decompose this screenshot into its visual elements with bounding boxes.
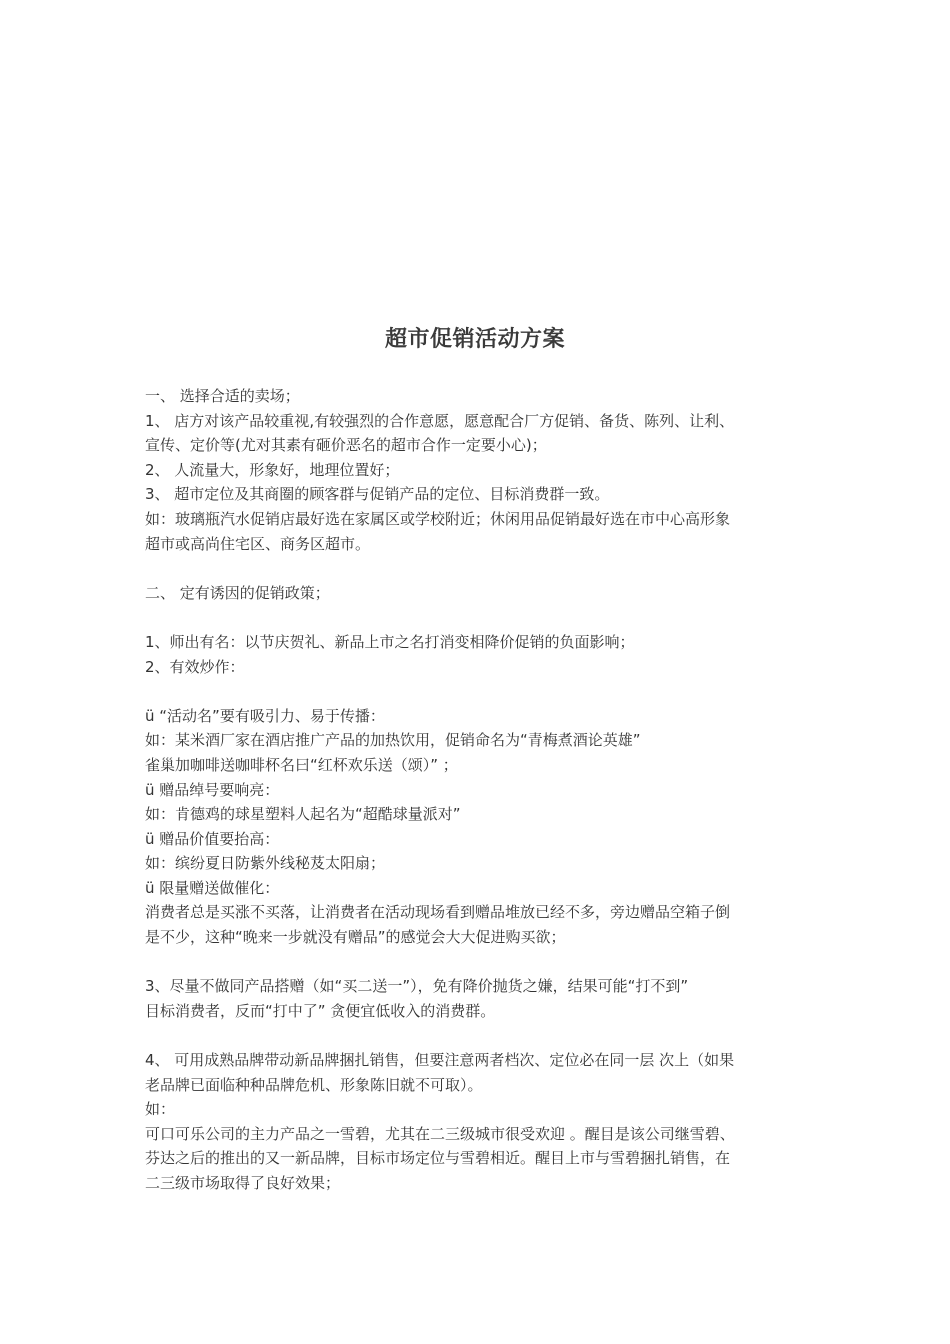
text-line: 芬达之后的推出的又一新品牌，目标市场定位与雪碧相近。醒目上市与雪碧捆扎销售，在 [145, 1149, 731, 1168]
text-line: 4、 可用成熟品牌带动新品牌捆扎销售，但要注意两者档次、定位必在同一层 次上（如果 [145, 1051, 735, 1070]
text-line: ü 赠品价值要抬高： [145, 829, 280, 848]
text-line: 目标消费者，反而“打中了” 贪便宜低收入的消费群。 [145, 1001, 496, 1020]
document-body [145, 384, 805, 1196]
text-line: ü “活动名”要有吸引力、易于传播： [145, 706, 385, 725]
text-line: 超市或高尚住宅区、商务区超市。 [145, 534, 371, 553]
text-line: 二、 定有诱因的促销政策； [145, 583, 330, 602]
blank-line [145, 950, 805, 975]
text-line: 如：肯德鸡的球星塑料人起名为“超酷球量派对” [145, 805, 461, 824]
blank-line [145, 1023, 805, 1048]
text-line: ü 限量赠送做催化： [145, 878, 280, 897]
text-line: 3、 超市定位及其商圈的顾客群与促销产品的定位、目标消费群一致。 [145, 485, 610, 504]
text-line: 2、 人流量大，形象好，地理位置好； [145, 460, 400, 479]
text-line: 雀巢加咖啡送咖啡杯名曰“红杯欢乐送（颂）” ； [145, 755, 458, 774]
text-line: 3、尽量不做同产品搭赠（如“买二送一”），免有降价抛货之嫌，结果可能“打不到” [145, 977, 689, 996]
text-line: 如：玻璃瓶汽水促销店最好选在家属区或学校附近；休闲用品促销最好选在市中心高形象 [145, 509, 731, 528]
text-line: 消费者总是买涨不买落，让消费者在活动现场看到赠品堆放已经不多，旁边赠品空箱子倒 [145, 903, 731, 922]
text-line: 可口可乐公司的主力产品之一雪碧，尤其在二三级城市很受欢迎 。醒目是该公司继雪碧、 [145, 1124, 735, 1143]
text-line: 如：某米酒厂家在酒店推广产品的加热饮用，促销命名为“青梅煮酒论英雄” [145, 731, 641, 750]
text-line: 如： [145, 1100, 176, 1119]
blank-line [145, 605, 805, 630]
text-line: 1、师出有名：以节庆贺礼、新品上市之名打消变相降价促销的负面影响； [145, 632, 635, 651]
text-line: 是不少，这种“晚来一步就没有赠品”的感觉会大大促进购买欲； [145, 928, 566, 947]
blank-line [145, 679, 805, 704]
text-line: 一、 选择合适的卖场； [145, 387, 300, 405]
text-line: ü 赠品绰号要响亮： [145, 780, 280, 799]
blank-line [145, 556, 805, 581]
text-line: 如：缤纷夏日防紫外线秘芨太阳扇； [145, 854, 386, 873]
text-line: 2、有效炒作： [145, 657, 245, 676]
text-line: 老品牌已面临种种品牌危机、形象陈旧就不可取）。 [145, 1075, 483, 1094]
text-line: 宣传、定价等(尤对其素有砸价恶名的超市合作一定要小心)； [145, 436, 547, 455]
text-line: 二三级市场取得了良好效果； [145, 1174, 341, 1192]
text-line: 1、 店方对该产品较重视,有较强烈的合作意愿，愿意配合厂方促销、备货、陈列、让利、 [145, 411, 735, 430]
document-title: 超市促销活动方案 [384, 327, 565, 352]
